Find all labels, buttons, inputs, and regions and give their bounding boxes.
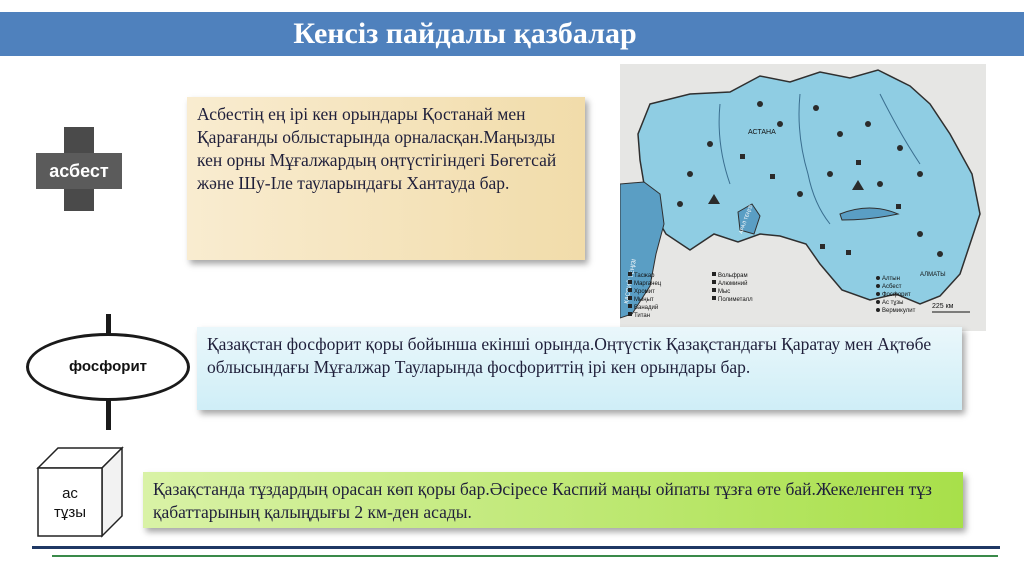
svg-text:Хромит: Хромит	[634, 289, 655, 295]
salt-text-box	[143, 472, 963, 528]
svg-text:Алтын: Алтын	[882, 276, 900, 282]
phosphorite-text-rest: Мұғалжар Тауларында фосфориттің ірі кен орындары бар.	[309, 357, 751, 378]
svg-text:Мыңыт: Мыңыт	[634, 297, 654, 303]
kazakhstan-map	[620, 64, 986, 331]
asbest-text-box	[187, 97, 585, 260]
salt-text: Қазақстанда тұздардың орасан көп қоры бар.Әсіресе Каспий маңы ойпаты тұзға өте бай.Жекеленген тұз қабаттарының қалыңдығы 2 км-ден асады.	[153, 479, 932, 523]
asbest-label: асбест	[36, 153, 122, 189]
phosphorite-text-box	[197, 327, 962, 410]
svg-text:Ас тұзы: Ас тұзы	[882, 300, 904, 306]
svg-text:Мыс: Мыс	[718, 289, 731, 295]
svg-text:Фосфорит: Фосфорит	[882, 292, 911, 298]
footer-divider-green	[52, 555, 998, 557]
map-city-label: АСТАНА	[748, 129, 776, 136]
svg-text:Асбест: Асбест	[882, 284, 902, 290]
svg-text:Вольфрам: Вольфрам	[718, 273, 748, 279]
footer-divider-blue	[32, 546, 1000, 549]
page-title: Кенсіз пайдалы қазбалар	[293, 17, 637, 50]
asbest-text: Асбестің ең ірі кен орындары Қостанай мен Қарағанды облыстарында орналасқан.Маңызды кен орны Мұғалжардың оңтүстігіндегі Бөгетсай және Шу-Іле тауларындағы Хантауда бар.	[197, 104, 557, 194]
map-scale: 225 км	[932, 303, 954, 310]
svg-text:Ванадий: Ванадий	[634, 305, 659, 311]
salt-label-line1: ас	[62, 485, 78, 502]
svg-text:Тасжар: Тасжар	[634, 273, 655, 279]
phosphorite-label: фосфорит	[26, 333, 190, 401]
map-lake-label: АРАЛ ТЕҢІЗІ	[738, 204, 755, 235]
svg-text:Титан: Титан	[634, 313, 651, 319]
svg-text:Вермикулит: Вермикулит	[882, 308, 916, 314]
svg-text:Полиметалл: Полиметалл	[718, 297, 753, 303]
phosphorite-text-bold: Қазақстан фосфорит қоры бойынша екінші орында.Оңтүстік Қазақстандағы Қаратау мен Ақтөбе облысындағы	[207, 334, 932, 378]
svg-text:Марганец: Марганец	[634, 281, 662, 287]
salt-cube-icon	[36, 446, 126, 543]
map-graphic	[620, 64, 986, 331]
map-almaty-label: АЛМАТЫ	[920, 272, 946, 278]
map-sea-label: ТЕҢІЗІ	[628, 258, 638, 279]
salt-label-line2: тұзы	[53, 504, 87, 521]
svg-text:Алюминий: Алюминий	[718, 281, 748, 287]
